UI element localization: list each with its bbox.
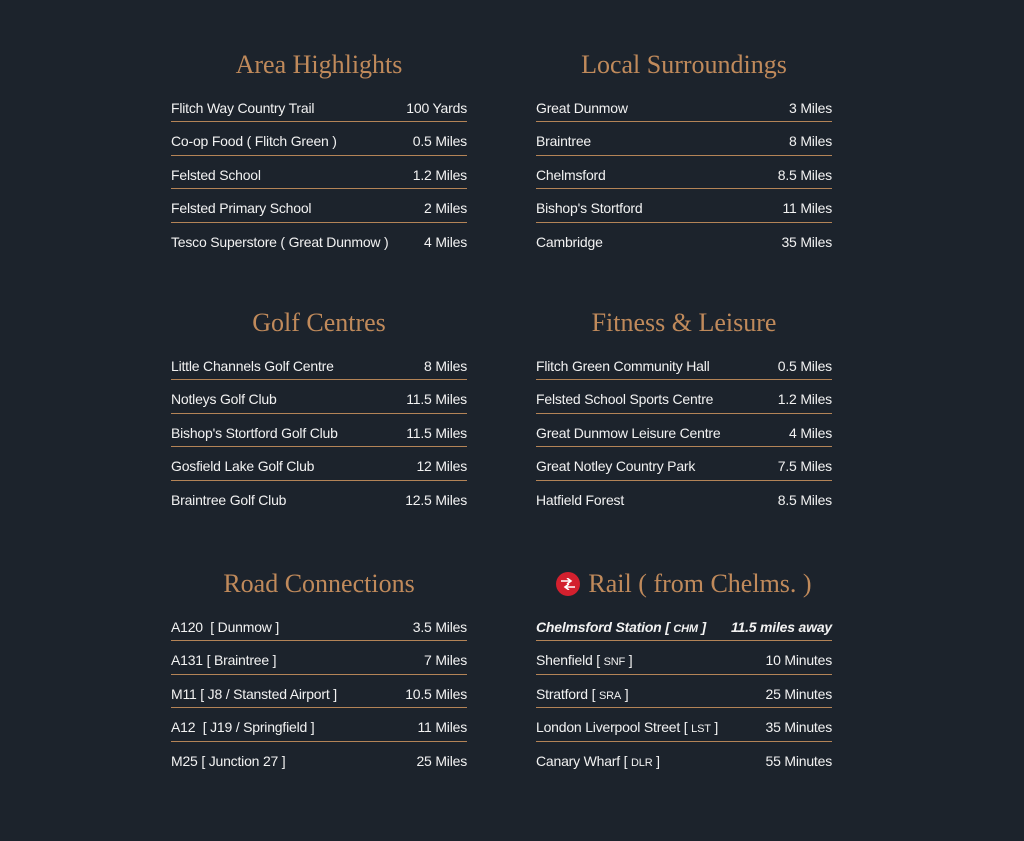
place-name: Great Notley Country Park <box>536 458 696 475</box>
road-name: A12 [ J19 / Springfield ] <box>171 719 315 736</box>
station-distance: 11.5 miles away <box>730 618 832 635</box>
list-item <box>536 710 832 742</box>
place-distance: 35 Miles <box>781 234 832 251</box>
place-name: Little Channels Golf Centre <box>171 357 334 374</box>
station-bracket: ] <box>697 618 706 635</box>
section-title: Local Surroundings <box>581 50 787 79</box>
place-distance: 1.2 Miles <box>777 391 832 408</box>
station-name: London Liverpool Street [ <box>536 719 688 736</box>
list-item <box>536 124 832 156</box>
list-item <box>171 710 467 742</box>
list-item <box>536 743 832 775</box>
place-distance: 8 Miles <box>789 133 832 150</box>
list-item <box>536 224 832 256</box>
road-distance: 3.5 Miles <box>412 618 467 635</box>
place-name: Felsted School Sports Centre <box>536 391 714 408</box>
section-title: Road Connections <box>223 569 415 598</box>
station-bracket: ] <box>625 652 633 669</box>
station-code: SNF <box>603 656 626 669</box>
place-name: Notleys Golf Club <box>171 391 277 408</box>
list-item <box>171 609 467 641</box>
station-time: 10 Minutes <box>765 652 832 669</box>
rail-title: Rail <box>588 569 632 598</box>
list-item <box>536 415 832 447</box>
list-item <box>171 676 467 708</box>
station-time: 35 Minutes <box>765 719 832 736</box>
station-code: DLR <box>631 757 653 770</box>
section-title: Area Highlights <box>235 50 403 79</box>
list-item <box>536 482 832 514</box>
station-time: 55 Minutes <box>765 753 832 770</box>
list-item <box>536 449 832 481</box>
list-item <box>171 415 467 447</box>
place-distance: 7.5 Miles <box>777 458 832 475</box>
place-name: Co-op Food ( Flitch Green ) <box>171 133 337 150</box>
place-name: Hatfield Forest <box>536 492 625 509</box>
place-name: Gosfield Lake Golf Club <box>171 458 315 475</box>
section-title: Fitness & Leisure <box>591 308 777 337</box>
place-distance: 8.5 Miles <box>777 166 832 183</box>
section-local-surroundings <box>536 46 832 258</box>
list-item <box>171 449 467 481</box>
list-item <box>171 643 467 675</box>
place-name: Great Dunmow Leisure Centre <box>536 424 721 441</box>
list-item <box>536 609 832 641</box>
station-name: Chelmsford Station [ <box>536 618 670 635</box>
place-name: Chelmsford <box>536 166 606 183</box>
list-item <box>536 382 832 414</box>
place-distance: 11 Miles <box>782 200 832 217</box>
list-item <box>171 382 467 414</box>
station-code: CHM <box>673 622 698 635</box>
place-distance: 4 Miles <box>424 234 467 251</box>
place-distance: 8.5 Miles <box>777 492 832 509</box>
place-distance: 8 Miles <box>424 357 467 374</box>
list-item <box>171 157 467 189</box>
station-name: Stratford [ <box>536 685 596 702</box>
station-bracket: ] <box>621 685 629 702</box>
list-item <box>536 90 832 122</box>
list-item <box>536 191 832 223</box>
list-item <box>171 482 467 514</box>
station-name: Canary Wharf [ <box>536 753 628 770</box>
station-name: Shenfield [ <box>536 652 600 669</box>
station-time: 25 Minutes <box>765 685 832 702</box>
place-distance: 0.5 Miles <box>412 133 467 150</box>
place-distance: 0.5 Miles <box>777 357 832 374</box>
section-title: Golf Centres <box>252 308 386 337</box>
section-title <box>536 565 832 603</box>
place-name: Bishop's Stortford Golf Club <box>171 424 338 441</box>
place-name: Bishop's Stortford <box>536 200 643 217</box>
list-item <box>171 90 467 122</box>
place-name: Tesco Superstore ( Great Dunmow ) <box>171 234 389 251</box>
list-item <box>536 348 832 380</box>
station-code: SRA <box>598 689 622 702</box>
list-item <box>171 124 467 156</box>
road-name: M25 [ Junction 27 ] <box>171 753 286 770</box>
section-golf-centres <box>171 304 467 516</box>
place-name: Great Dunmow <box>536 99 628 116</box>
road-distance: 10.5 Miles <box>405 685 467 702</box>
place-distance: 12 Miles <box>416 458 467 475</box>
rail-title-sub: ( from Chelms. ) <box>638 569 812 598</box>
road-name: A131 [ Braintree ] <box>171 652 277 669</box>
list-item <box>536 676 832 708</box>
place-distance: 100 Yards <box>406 99 467 116</box>
station-code: LST <box>691 723 711 736</box>
place-name: Flitch Way Country Trail <box>171 99 315 116</box>
national-rail-icon <box>556 572 580 596</box>
list-item <box>171 191 467 223</box>
list-item <box>171 224 467 256</box>
section-road-connections <box>171 565 467 777</box>
list-item <box>171 743 467 775</box>
list-item <box>171 348 467 380</box>
section-rail <box>536 565 832 777</box>
road-name: M11 [ J8 / Stansted Airport ] <box>171 685 337 702</box>
road-distance: 7 Miles <box>424 652 467 669</box>
place-name: Felsted School <box>171 166 261 183</box>
station-bracket: ] <box>652 753 660 770</box>
place-name: Flitch Green Community Hall <box>536 357 710 374</box>
place-distance: 4 Miles <box>789 424 832 441</box>
section-fitness-leisure <box>536 304 832 516</box>
place-distance: 11.5 Miles <box>406 424 467 441</box>
place-distance: 1.2 Miles <box>412 166 467 183</box>
station-bracket: ] <box>710 719 719 736</box>
place-name: Braintree Golf Club <box>171 492 287 509</box>
list-item <box>536 643 832 675</box>
place-name: Cambridge <box>536 234 603 251</box>
place-name: Felsted Primary School <box>171 200 312 217</box>
section-area-highlights <box>171 46 467 258</box>
road-name: A120 [ Dunmow ] <box>171 618 280 635</box>
place-distance: 11.5 Miles <box>406 391 467 408</box>
road-distance: 25 Miles <box>416 753 467 770</box>
place-distance: 3 Miles <box>789 99 832 116</box>
place-name: Braintree <box>536 133 592 150</box>
road-distance: 11 Miles <box>417 719 467 736</box>
place-distance: 12.5 Miles <box>405 492 467 509</box>
place-distance: 2 Miles <box>424 200 467 217</box>
list-item <box>536 157 832 189</box>
national-rail-arrows-icon <box>560 578 576 590</box>
